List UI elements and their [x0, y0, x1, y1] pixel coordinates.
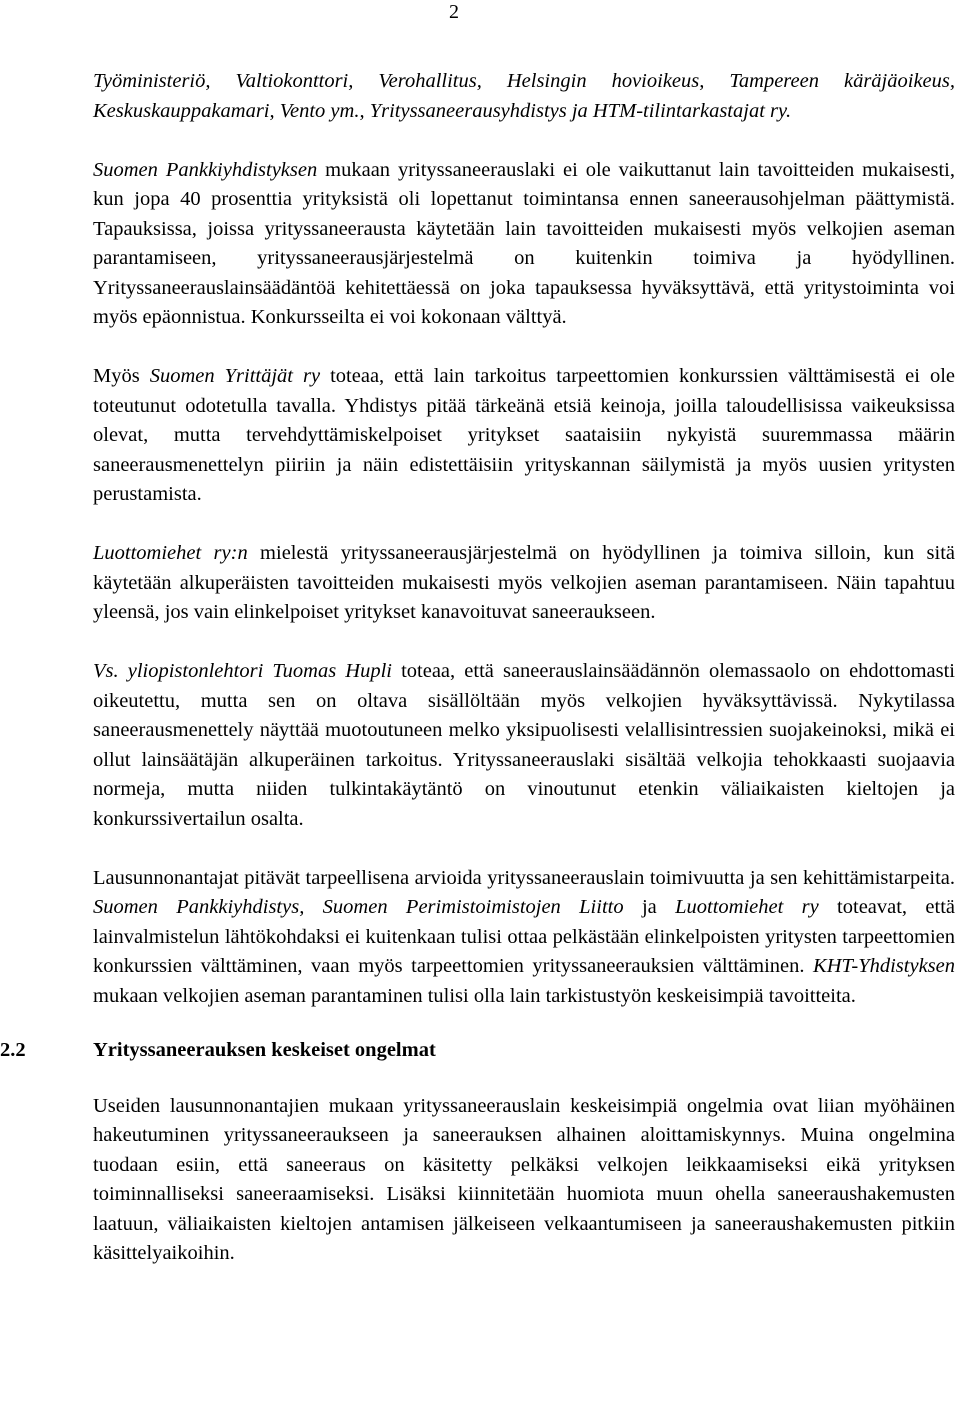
document-body	[0, 67, 955, 1298]
paragraph-segment: Luottomiehet ry:n	[93, 542, 248, 564]
paragraph-segment: mukaan velkojien aseman parantaminen tulisi olla lain tarkistustyön keskeisimpiä tavoitteita.	[93, 984, 856, 1007]
section-title: Yrityssaneerauksen keskeiset ongelmat	[93, 1039, 436, 1061]
paragraph-segment: mielestä yrityssaneerausjärjestelmä on hyödyllinen ja toimiva silloin, kun sitä käytetään alkuperäisten tavoitteiden mukaisesti myös velkojien aseman parantamiseen. Näin tapahtuu yleensä, jos vain elinkelpoiset yritykset kanavoituvat saneeraukseen.	[93, 542, 955, 623]
paragraph-respondents	[93, 67, 955, 126]
page-number: 2	[449, 1, 459, 23]
paragraph-respondents-summary	[93, 864, 955, 1012]
paragraph-bank-association	[93, 156, 955, 333]
paragraph-segment: Suomen Pankkiyhdistyksen	[93, 158, 318, 181]
paragraph-lecturer	[93, 657, 955, 834]
paragraph-segment: toteavat, että lainvalmistelun lähtökohdaksi ei kuitenkaan tulisi ottaa pelkästään elinkelpoisten yritysten tarpeettomien konkurssien välttäminen, vaan myös tarpeettomien yrityssaneerauksien välttäminen.	[93, 896, 955, 977]
paragraph-segment: ja	[623, 896, 676, 918]
paragraph-segment: toteaa, että lain tarkoitus tarpeettomien konkurssien välttämisestä ei ole toteutunut odotetulla tavalla. Yhdistys pitää tärkeänä etsiä keinoja, joilla taloudellisissa vaikeuksissa olevat, mutta tervehdyttämiskelpoiset yritykset saataisiin nykyistä suuremmassa määrin saneerausmenettelyn piiriin ja näin edistettäisiin yrityskannan säilymistä ja myös uusien yritysten perustamista.	[93, 365, 955, 505]
paragraph-key-problems: Useiden lausunnonantajien mukaan yrityssaneerauslain keskeisimpiä ongelmia ovat liian myöhäinen hakeutuminen yrityssaneeraukseen ja saneerauksen alhainen aloittamiskynnys. Muina ongelmina tuodaan esiin, että saneeraus on käsitetty pelkäksi velkojen leikkaamiseksi eikä yrityksen toiminnalliseksi saneeraamiseksi. Lisäksi kiinnitetään huomiota muun ohella saneeraushakemusten laatuun, väliaikaisten kieltojen antamisen jälkeiseen velkaantumiseen ja saneeraushakemusten pitkiin käsittelyaikoihin.	[93, 1094, 955, 1264]
section-number: 2.2	[0, 1039, 26, 1061]
paragraph-segment: Myös	[93, 365, 150, 387]
paragraph-segment: Suomen Pankkiyhdistys, Suomen Perimistoimistojen Liitto	[93, 896, 624, 918]
paragraph-segment: Vs. yliopistonlehtori Tuomas Hupli	[93, 660, 392, 682]
paragraph-entrepreneurs	[93, 362, 955, 510]
paragraph-segment: Luottomiehet ry	[675, 896, 819, 918]
paragraph-credit-managers	[93, 539, 955, 628]
paragraph-segment: Lausunnonantajat pitävät tarpeellisena arvioida yrityssaneerauslain toimivuutta ja sen kehittämistarpeita.	[93, 866, 955, 889]
paragraph-segment: KHT-Yhdistyksen	[813, 955, 955, 977]
paragraph-segment: toteaa, että saneerauslainsäädännön olemassaolo on ehdottomasti oikeutettu, mutta sen on oltava sisällöltään myös velkojien hyväksyttävissä. Nykytilassa saneerausmenettely näyttää muotoutuneen melko yksipuolisesti velallisintressien suojakeinoksi, mikä ei ollut lainsäätäjän alkuperäinen tarkoitus. Yrityssaneerauslaki sisältää velkojia tehokkaasti suojaavia normeja, mutta niiden tulkintakäytäntö on vinoutunut etenkin väliaikaisten kieltojen ja konkurssivertailun osalta.	[93, 660, 955, 830]
paragraph-segment: Työministeriö, Valtiokonttori, Verohallitus, Helsingin hovioikeus, Tampereen käräjäoikeus, Keskuskauppakamari, Vento ym., Yrityssaneerausyhdistys ja HTM-tilintarkastajat ry.	[93, 70, 955, 122]
paragraph-segment: mukaan yrityssaneerauslaki ei ole vaikuttanut lain tavoitteiden mukaisesti, kun jopa 40 prosenttia yrityksistä oli lopettanut toimintansa ennen saneerausohjelman päättymistä. Tapauksissa, joissa yrityssaneerausta käytetään lain tavoitteiden mukaisesti myös velkojien aseman parantamiseen, yrityssaneerausjärjestelmä on kuitenkin toimiva ja hyödyllinen. Yrityssaneerauslainsäädäntöä kehitettäessä on joka tapauksessa hyväksyttävä, että yritystoiminta voi myös epäonnistua. Konkursseilta ei voi kokonaan välttyä.	[93, 158, 955, 328]
paragraph-segment: Suomen Yrittäjät ry	[149, 365, 321, 387]
section-heading	[0, 1036, 955, 1066]
